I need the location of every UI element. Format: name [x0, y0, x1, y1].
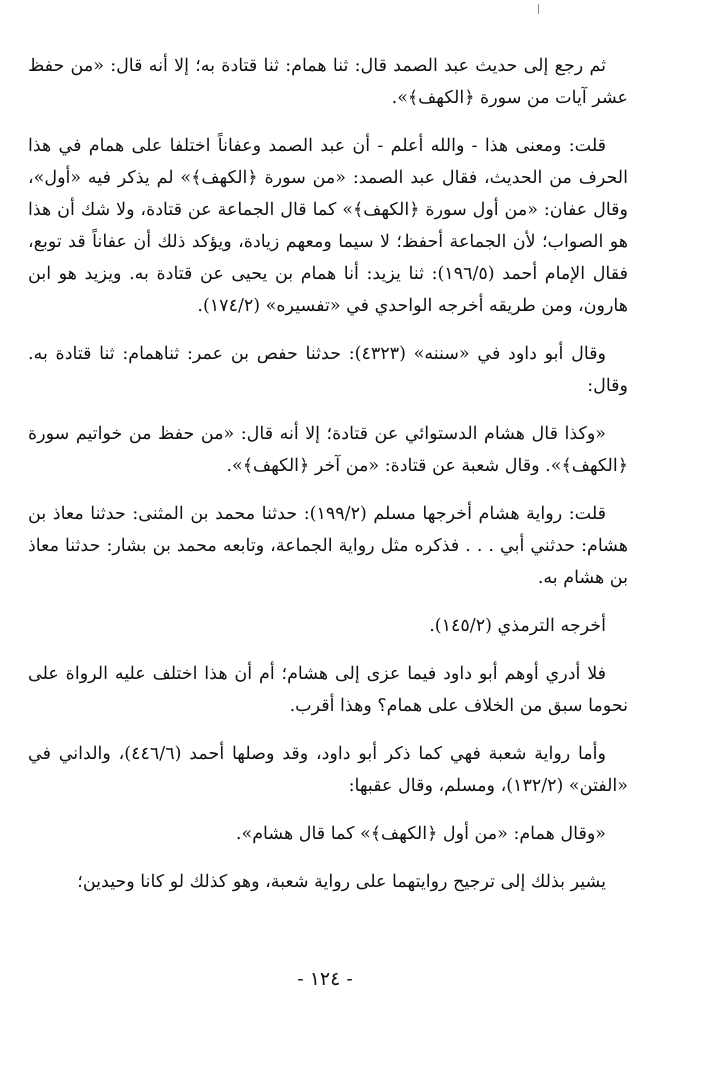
paragraph-9: «وقال همام: «من أول ﴿الكهف﴾» كما قال هشام». — [235, 824, 606, 844]
paragraph-3: وقال أبو داود في «سننه» (٤٣٢٣): حدثنا حفص بن عمر: ثناهمام: ثنا قتادة به. وقال: — [28, 344, 628, 396]
paragraph-7: فلا أدري أوهم أبو داود فيما عزى إلى هشام؛ أم أن هذا اختلف عليه الرواة على نحوما سبق من الخلاف على همام؟ وهذا أقرب. — [28, 664, 628, 716]
scan-mark — [538, 4, 539, 14]
paragraph-2: قلت: ومعنى هذا - والله أعلم - أن عبد الصمد وعفاناً اختلفا على همام في هذا الحرف من الحديث، فقال عبد الصمد: «من سورة ﴿الكهف﴾» لم يذكر فيه «أول»، وقال عفان: «من أول سورة ﴿الكهف﴾» كما قال الجماعة عن قتادة، ولا شك أن هذا هو الصواب؛ لأن الجماعة أحفظ؛ لا سيما ومعهم زيادة، ويؤكد ذلك أن عفاناً قد توبع، فقال الإمام أحمد (١٩٦/٥): ثنا يزيد: أنا همام بن يحيى عن قتادة به. ويزيد هو ابن هارون، ومن طريقه أخرجه الواحدي في «تفسيره» (١٧٤/٢). — [28, 136, 628, 316]
paragraph-10: يشير بذلك إلى ترجيح روايتهما على رواية شعبة، وهو كذلك لو كانا وحيدين؛ — [77, 872, 606, 892]
paragraph-1: ثم رجع إلى حديث عبد الصمد قال: ثنا همام: ثنا قتادة به؛ إلا أنه قال: «من حفظ عشر آيات من سورة ﴿الكهف﴾». — [28, 56, 628, 108]
paragraph-5: قلت: رواية هشام أخرجها مسلم (١٩٩/٢): حدثنا محمد بن المثنى: حدثنا معاذ بن هشام: حدثني أبي . . . فذكره مثل رواية الجماعة، وتابعه محمد بن بشار: حدثنا معاذ بن هشام به. — [28, 504, 628, 588]
paragraph-8: وأما رواية شعبة فهي كما ذكر أبو داود، وقد وصلها أحمد (٤٤٦/٦)، والداني في «الفتن» (١٣٢/٢)، ومسلم، وقال عقبها: — [28, 744, 628, 796]
paragraph-6: أخرجه الترمذي (١٤٥/٢). — [429, 616, 606, 636]
body-text — [28, 50, 628, 914]
page-number: - ١٢٤ - — [297, 968, 353, 990]
paragraph-4: «وكذا قال هشام الدستوائي عن قتادة؛ إلا أنه قال: «من حفظ من خواتيم سورة ﴿الكهف﴾». وقال شعبة عن قتادة: «من آخر ﴿الكهف﴾». — [28, 424, 628, 476]
